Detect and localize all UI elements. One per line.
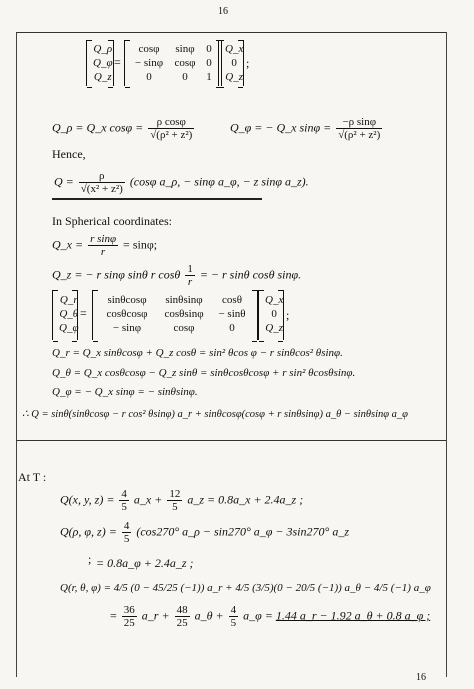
qx-equation: Q_x = $\frac{\text{r sinφ}}{r}$ = sinφ;: [52, 233, 158, 258]
matrix-cell: 0: [231, 57, 237, 69]
matrix-cell: cosφ: [174, 57, 196, 69]
matrix-cell: − sinφ: [112, 322, 142, 334]
matrix-cell: 0: [206, 43, 212, 55]
q-cylindrical-at-t: Q(ρ, φ, z) = $\frac{4}{5}$ (cos270° a_ρ − sin270° a_φ − 3sin270° a_z: [60, 520, 349, 545]
matrix-cell: Q_ρ: [93, 43, 113, 55]
left-margin-line: [16, 32, 17, 677]
q-theta-equation: Q_θ = Q_x cosθcosφ − Q_z sinθ = sinθcosθcosφ + r sin² θcosθsinφ.: [52, 367, 356, 379]
q-spherical-value: = $\frac{36}{25}$ a_r + $\frac{48}{25}$ a_θ + $\frac{4}{5}$ a_φ = 1.44 a_r − 1.92 a_θ + 0.8 a_φ ;: [110, 604, 431, 629]
matrix-cell: 1: [206, 71, 212, 83]
matrix-cell: Q_x: [225, 43, 244, 55]
matrix-cell: sinφ: [175, 43, 195, 55]
q-cylindrical-result: Q = $\frac{\rho}{\text{√(x² + z²)}}$ (cosφ a_ρ, − sinφ a_φ, − z sinφ a_z).: [54, 170, 309, 195]
equals-sign: =: [80, 306, 87, 320]
matrix-cell: − sinφ: [134, 57, 164, 69]
matrix-cell: cosφ: [138, 43, 160, 55]
matrix-cell: Q_z: [265, 322, 284, 334]
semicolon: ;: [88, 552, 92, 566]
matrix-cell: 0: [206, 57, 212, 69]
page-number-bottom: 16: [416, 672, 426, 683]
result-underline: [52, 198, 262, 200]
q-r-equation: Q_r = Q_x sinθcosφ + Q_z cosθ = sin² θcos φ − r sinθcos² θsinφ.: [52, 347, 343, 359]
matrix-cell: 0: [271, 308, 277, 320]
matrix-cell: Q_φ: [93, 57, 113, 69]
q-phi-equation: Q_φ = − Q_x sinφ = $\frac{\text{−ρ sinφ}}{\text{√(ρ² + z²)}}$: [230, 116, 381, 141]
matrix-cell: cosθcosφ: [106, 308, 148, 320]
matrix-cell: cosφ: [173, 322, 195, 334]
at-t-label: At T :: [18, 470, 47, 484]
q-rho-equation: Q_ρ = Q_x cosφ = $\frac{\text{ρ cosφ}}{\text{√(ρ² + z²)}}$: [52, 116, 193, 141]
q-phi-spherical-equation: Q_φ = − Q_x sinφ = − sinθsinφ.: [52, 386, 198, 398]
matrix-cell: − sinθ: [218, 308, 246, 320]
spherical-heading: In Spherical coordinates:: [52, 214, 172, 228]
hence-label: Hence,: [52, 147, 86, 161]
matrix-cell: 0: [229, 322, 235, 334]
q-cylindrical-value: = 0.8a_φ + 2.4a_z ;: [96, 556, 194, 570]
matrix-cell: Q_r: [59, 294, 78, 306]
matrix-cell: sinθsinφ: [165, 294, 203, 306]
qz-equation: Q_z = − r sinφ sinθ r cosθ $\frac{1}{r}$ = − r sinθ cosθ sinφ.: [52, 263, 302, 288]
matrix1-lhs: [86, 40, 114, 86]
right-margin-line: [446, 32, 447, 677]
q-spherical-at-t: Q(r, θ, φ) = 4/5 (0 − 45/25 (−1)) a_r + 4/5 (3/5)(0 − 20/5 (−1)) a_θ − 4/5 (−1) a_φ: [60, 582, 431, 594]
matrix2-rhs: [258, 290, 284, 340]
matrix-cell: Q_z: [93, 71, 112, 83]
matrix2-rotation: [92, 290, 258, 340]
semicolon: ;: [286, 308, 290, 322]
matrix-cell: Q_x: [265, 294, 284, 306]
page-number-top: 16: [218, 6, 228, 17]
matrix-cell: Q_θ: [59, 308, 79, 320]
semicolon: ;: [246, 56, 250, 70]
section-divider: [16, 440, 446, 441]
matrix-cell: cosθsinφ: [164, 308, 204, 320]
q-cartesian-at-t: Q(x, y, z) = $\frac{4}{5}$ a_x + $\frac{12}{5}$ a_z = 0.8a_x + 2.4a_z ;: [60, 488, 304, 513]
equals-sign: =: [114, 55, 121, 69]
matrix-cell: sinθcosφ: [107, 294, 147, 306]
matrix1-rotation: [124, 40, 222, 86]
matrix-cell: 0: [146, 71, 152, 83]
matrix-cell: Q_z: [225, 71, 244, 83]
matrix-cell: cosθ: [222, 294, 242, 306]
q-spherical-final: ∴ Q = sinθ(sinθcosφ − r cos² θsinφ) a_r + sinθcosφ(cosφ + r sinθsinφ) a_θ − sinθsinφ a_φ: [22, 409, 408, 420]
final-answer: 1.44 a_r − 1.92 a_θ + 0.8 a_φ ;: [275, 608, 431, 623]
top-rule: [16, 32, 446, 33]
matrix2-lhs: [52, 290, 78, 340]
matrix-cell: Q_φ: [59, 322, 79, 334]
matrix-cell: 0: [182, 71, 188, 83]
matrix1-rhs: [218, 40, 244, 86]
